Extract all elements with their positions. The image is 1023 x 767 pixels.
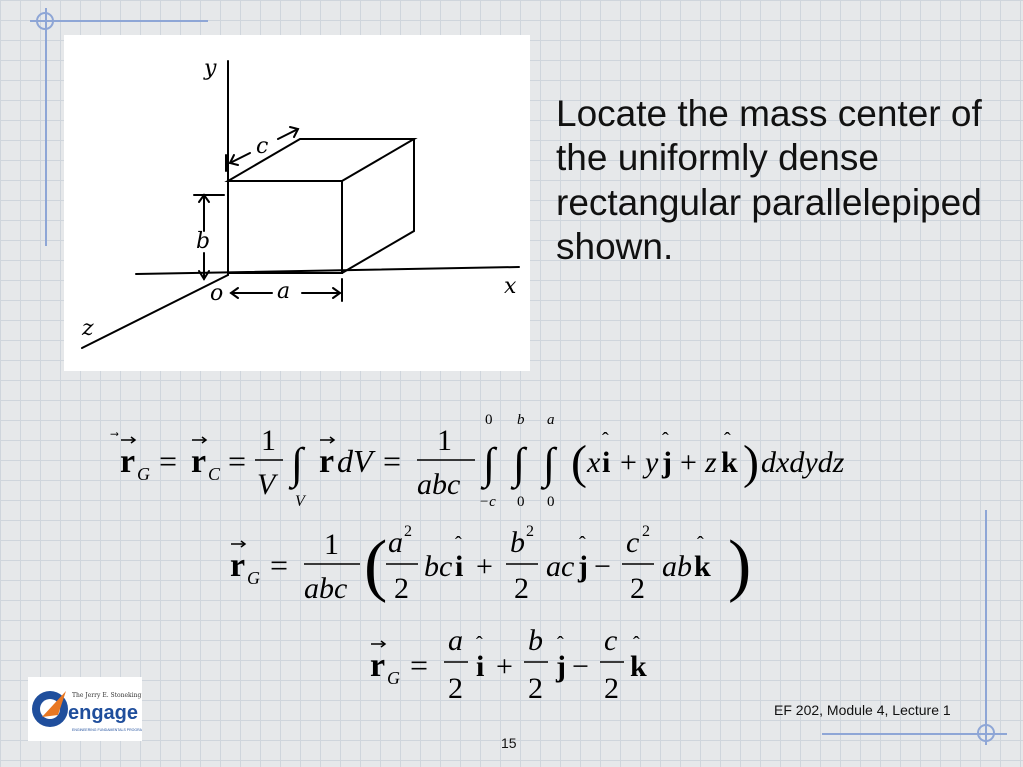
engage-logo-svg	[28, 677, 142, 741]
svg-text:r: r	[370, 647, 386, 684]
limit-middle-lower: 0	[517, 494, 525, 510]
origin-label: o	[210, 281, 224, 306]
limit-outer-upper: 0	[485, 412, 493, 428]
svg-text:G: G	[247, 568, 260, 588]
svg-text:+: +	[476, 550, 493, 583]
deco-line-right	[985, 510, 987, 745]
svg-text:i: i	[602, 446, 611, 479]
svg-text:x: x	[587, 446, 601, 479]
svg-text:b: b	[510, 526, 525, 559]
svg-text:ˆ: ˆ	[633, 633, 640, 655]
dimension-label-b: b	[196, 229, 211, 254]
svg-text:2: 2	[526, 523, 534, 540]
deco-line-left	[45, 8, 47, 246]
svg-text:=: =	[410, 647, 429, 683]
svg-text:∫: ∫	[513, 439, 526, 488]
svg-text:1: 1	[324, 528, 339, 561]
axis-label-z: z	[82, 316, 94, 341]
svg-text:2: 2	[448, 672, 463, 705]
svg-text:ˆ: ˆ	[662, 429, 669, 451]
svg-text:ˆ: ˆ	[724, 429, 731, 451]
svg-text:j: j	[578, 550, 588, 583]
svg-text:2: 2	[630, 572, 645, 605]
svg-text:k: k	[694, 550, 711, 583]
svg-text:b: b	[528, 624, 543, 657]
svg-text:): )	[728, 527, 752, 604]
svg-text:−: −	[594, 550, 611, 583]
parallelepiped-figure	[64, 35, 530, 371]
svg-text:c: c	[626, 526, 640, 559]
limit-inner-lower: 0	[547, 494, 555, 510]
svg-text:y: y	[645, 446, 659, 479]
svg-text:2: 2	[394, 572, 409, 605]
equation-2-svg	[228, 506, 768, 616]
svg-text:ˆ: ˆ	[602, 429, 609, 451]
page-number: 15	[501, 735, 517, 751]
deco-circle-top-left	[36, 12, 54, 30]
svg-text:a: a	[388, 526, 403, 559]
svg-text:bc: bc	[424, 550, 453, 583]
logo-subtitle: ENGINEERING FUNDAMENTALS PROGRAM	[72, 728, 142, 732]
equation-1	[115, 410, 875, 515]
svg-text:2: 2	[404, 523, 412, 540]
svg-text:2: 2	[604, 672, 619, 705]
svg-text:dV: dV	[337, 443, 373, 479]
svg-text:G: G	[137, 464, 150, 484]
equation-1-svg	[115, 410, 875, 510]
limit-inner-upper: a	[547, 412, 555, 428]
svg-text:i: i	[476, 650, 485, 683]
svg-text:+: +	[680, 446, 697, 479]
svg-text:c: c	[604, 624, 618, 657]
svg-text:(: (	[571, 436, 587, 489]
svg-text:ˆ: ˆ	[476, 633, 483, 655]
svg-text:+: +	[620, 446, 637, 479]
svg-text:V: V	[257, 468, 276, 501]
svg-text:i: i	[455, 550, 464, 583]
svg-text:1: 1	[261, 424, 276, 457]
svg-text:ˆ: ˆ	[579, 533, 586, 555]
svg-text:(: (	[364, 527, 388, 604]
box-front-face	[228, 181, 342, 273]
svg-text:−: −	[572, 650, 589, 683]
svg-text:=: =	[228, 443, 247, 479]
svg-text:r: r	[120, 443, 136, 480]
svg-text:∫: ∫	[543, 439, 556, 488]
integral-volume-subscript: V	[295, 493, 305, 510]
svg-text:∫: ∫	[483, 439, 496, 488]
svg-text:): )	[743, 436, 759, 489]
svg-text:abc: abc	[304, 572, 348, 605]
problem-statement: Locate the mass center of the uniformly dense rectangular parallelepiped shown.	[556, 93, 982, 268]
equation-3-svg	[368, 618, 668, 713]
svg-text:abc: abc	[417, 468, 461, 501]
svg-text:ab: ab	[662, 550, 692, 583]
svg-text:a: a	[448, 624, 463, 657]
svg-text:ˆ: ˆ	[697, 533, 704, 555]
svg-text:dxdydz: dxdydz	[761, 446, 845, 479]
figure-panel	[64, 35, 530, 371]
equation-2	[228, 506, 768, 621]
svg-text:C: C	[208, 464, 221, 484]
svg-text:r: r	[319, 443, 335, 480]
svg-text:+: +	[496, 650, 513, 683]
svg-text:k: k	[721, 446, 738, 479]
z-axis	[82, 275, 228, 348]
equation-3	[368, 618, 668, 718]
svg-text:k: k	[630, 650, 647, 683]
dimension-label-a: a	[277, 279, 291, 304]
svg-text:j: j	[556, 650, 566, 683]
svg-text:r: r	[191, 443, 207, 480]
deco-line-top	[30, 20, 208, 22]
engage-logo	[28, 677, 142, 741]
limit-outer-lower: −c	[479, 494, 496, 510]
svg-text:ac: ac	[546, 550, 575, 583]
axis-label-y: y	[204, 56, 217, 81]
limit-middle-upper: b	[517, 412, 525, 428]
svg-text:=: =	[383, 443, 402, 479]
svg-text:j: j	[662, 446, 672, 479]
logo-tagline: The Jerry E. Stoneking	[72, 692, 142, 699]
svg-text:2: 2	[514, 572, 529, 605]
svg-text:2: 2	[642, 523, 650, 540]
dimension-label-c: c	[256, 134, 269, 159]
svg-text:z: z	[705, 446, 717, 479]
svg-text:=: =	[270, 547, 289, 583]
svg-text:∫: ∫	[291, 439, 304, 488]
svg-text:=: =	[159, 443, 178, 479]
svg-text:ˆ: ˆ	[455, 533, 462, 555]
footer-label: EF 202, Module 4, Lecture 1	[774, 702, 951, 718]
svg-text:⃗	[110, 432, 119, 436]
svg-text:ˆ: ˆ	[557, 633, 564, 655]
svg-text:1: 1	[437, 424, 452, 457]
svg-text:G: G	[387, 668, 400, 688]
axis-label-x: x	[504, 274, 517, 299]
deco-circle-bottom-right	[977, 724, 995, 742]
svg-text:r: r	[230, 547, 246, 584]
logo-wordmark: engage	[68, 702, 139, 724]
svg-text:2: 2	[528, 672, 543, 705]
